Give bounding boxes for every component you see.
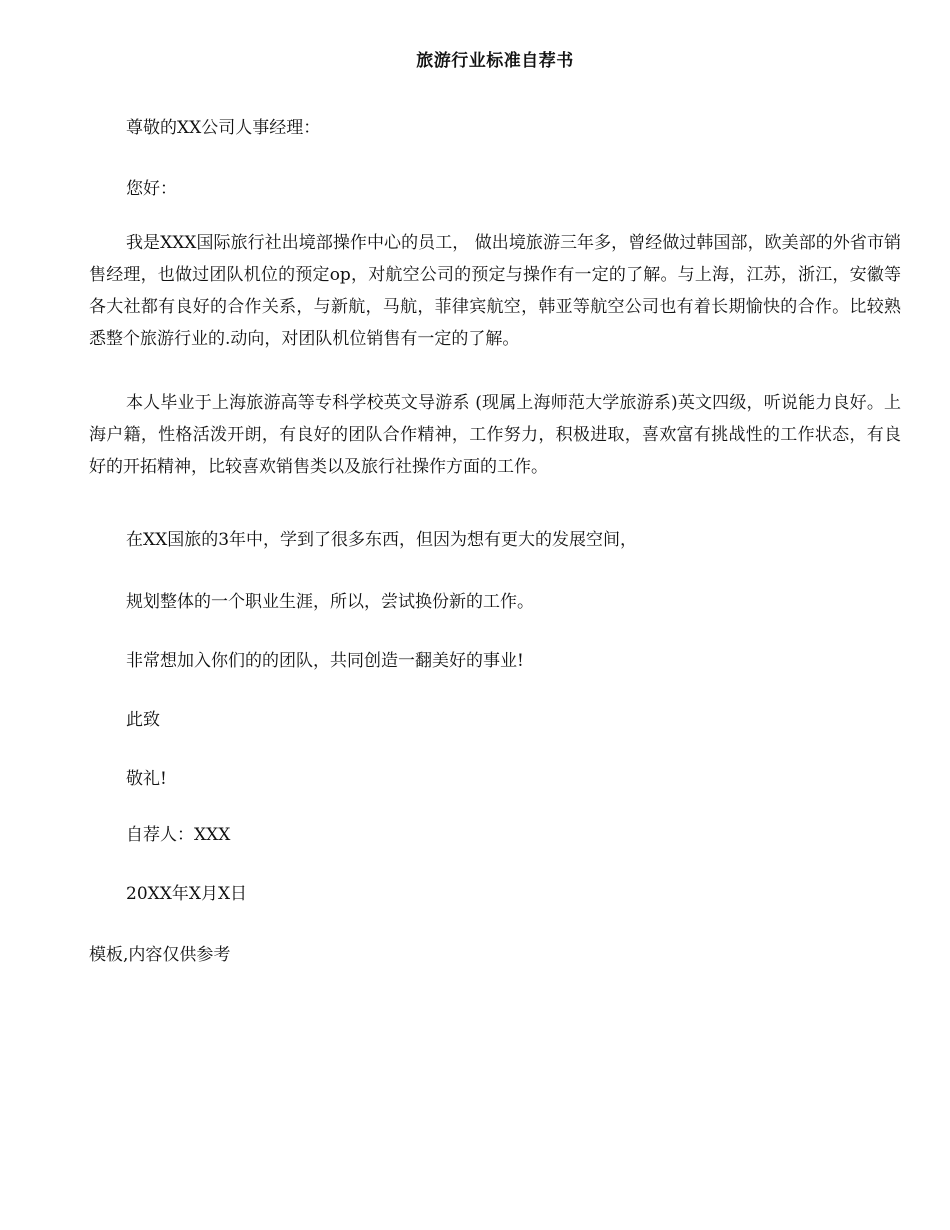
closing-respect: 此致 [126,710,160,730]
template-note: 模板,内容仅供参考 [89,945,231,965]
salutation: 尊敬的XX公司人事经理： [126,118,321,138]
closing-salute: 敬礼! [126,769,167,789]
paragraph-line-2: 规划整体的一个职业生涯，所以，尝试换份新的工作。 [126,592,534,612]
paragraph-education: 本人毕业于上海旅游高等专科学校英文导游系 (现属上海师范大学旅游系)英文四级，听说能力良好。上海户籍，性格活泼开朗，有良好的团队合作精神，工作努力，积极进取，喜欢富有挑战性的工作状态，有良好的开拓精神，比较喜欢销售类以及旅行社操作方面的工作。 [89,393,901,477]
paragraph-line-1: 在XX国旅的3年中，学到了很多东西，但因为想有更大的发展空间， [126,530,638,550]
signer: 自荐人：XXX [126,825,231,845]
greeting: 您好： [126,179,177,199]
date: 20XX年X月X日 [126,884,248,904]
paragraph-line-3: 非常想加入你们的的团队，共同创造一翻美好的事业! [126,651,524,671]
paragraph-experience: 我是XXX国际旅行社出境部操作中心的员工， 做出境旅游三年多，曾经做过韩国部，欧美部的外省市销售经理，也做过团队机位的预定op，对航空公司的预定与操作有一定的了解。与上海，江苏，浙江，安徽等各大社都有良好的合作关系，与新航，马航，菲律宾航空，韩亚等航空公司也有着长期愉快的合作。比较熟悉整个旅游行业的.动向，对团队机位销售有一定的了解。 [89,233,901,349]
document-title: 旅游行业标准自荐书 [416,51,574,71]
